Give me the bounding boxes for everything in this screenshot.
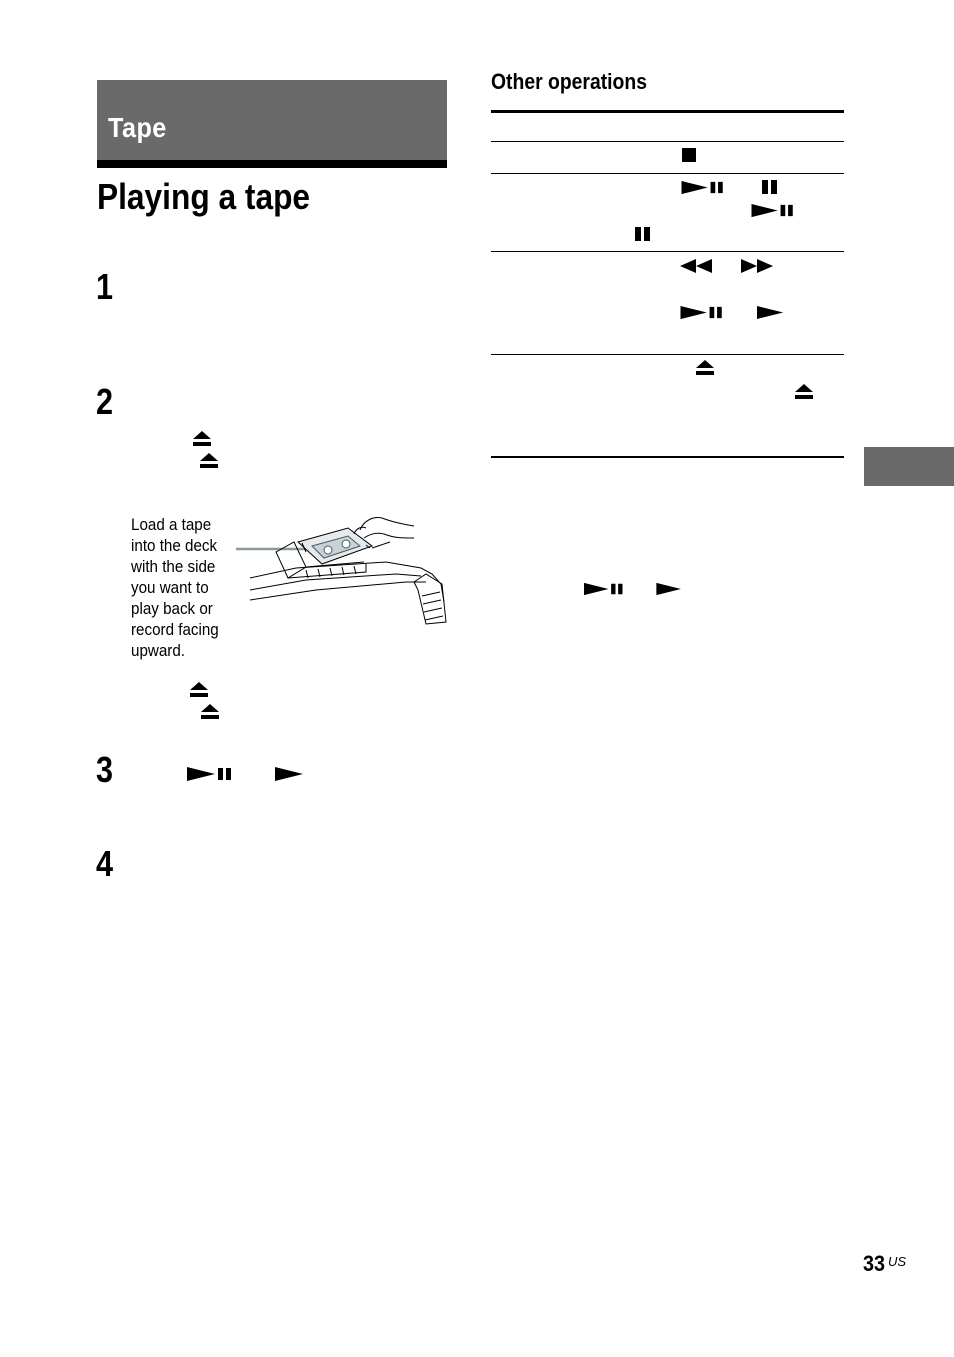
- eject-icon: [696, 360, 714, 376]
- play-icon: [757, 305, 785, 320]
- play-pause-icon: [680, 305, 726, 320]
- table-bottom-rule: [491, 456, 844, 458]
- section-title: Tape: [108, 112, 167, 143]
- table-top-rule: [491, 110, 844, 113]
- rewind-icon: [680, 259, 712, 273]
- pause-icon: [635, 227, 651, 241]
- fast-forward-icon: [741, 259, 773, 273]
- section-banner-rule: [97, 160, 447, 168]
- illustration-caption: Load a tape into the deck with the side you want to play back or record facing upward.: [131, 516, 219, 660]
- eject-icon: [190, 682, 208, 698]
- eject-icon: [795, 384, 813, 400]
- table-header-rule: [491, 141, 844, 142]
- table-row-rule: [491, 173, 844, 174]
- other-operations-heading: Other operations: [491, 69, 647, 94]
- page-number-suffix: US: [888, 1254, 907, 1269]
- page-title: Playing a tape: [97, 176, 311, 217]
- play-pause-icon: [583, 582, 627, 596]
- play-pause-icon: [187, 766, 235, 782]
- play-pause-icon: [751, 203, 797, 218]
- play-pause-icon: [681, 180, 727, 195]
- eject-icon: [201, 704, 219, 720]
- eject-icon: [200, 453, 218, 469]
- side-index-tab: [864, 447, 954, 486]
- step-number-4: 4: [96, 843, 114, 884]
- stop-icon: [682, 148, 696, 162]
- cassette-deck-illustration: [236, 512, 448, 635]
- table-row-rule: [491, 354, 844, 355]
- step-number-2: 2: [96, 381, 114, 422]
- step-number-3: 3: [96, 749, 114, 790]
- eject-icon: [193, 431, 211, 447]
- play-icon: [656, 582, 683, 596]
- play-icon: [275, 766, 305, 782]
- pause-icon: [762, 180, 778, 194]
- table-row-rule: [491, 251, 844, 252]
- step-number-1: 1: [96, 266, 114, 307]
- page-number: 33: [863, 1251, 886, 1276]
